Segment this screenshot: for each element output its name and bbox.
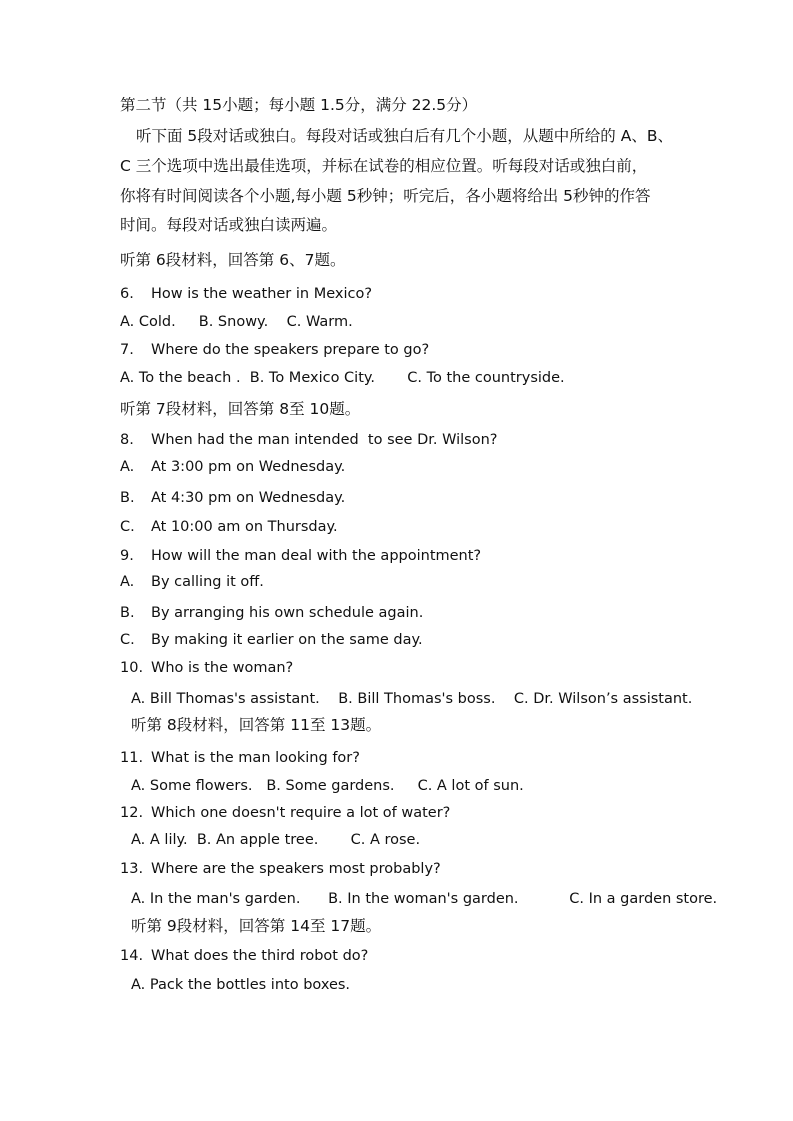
question-9-option-c-label: C. — [120, 632, 135, 648]
question-14-options: A. Pack the bottles into boxes. — [131, 977, 351, 993]
question-11-text: What is the man looking for? — [151, 750, 360, 766]
question-11-options: A. Some flowers. B. Some gardens. C. A lot of sun. — [131, 778, 524, 794]
question-6-text: How is the weather in Mexico? — [151, 286, 373, 302]
question-10-number: 10. — [120, 660, 144, 676]
question-9-number: 9. — [120, 548, 134, 564]
question-6-options: A. Cold. B. Snowy. C. Warm. — [120, 314, 353, 330]
question-9-text: How will the man deal with the appointment? — [151, 548, 482, 564]
group-heading: 听第 9段材料，回答第 14至 17题。 — [131, 917, 382, 935]
instruction-line-1: 听下面 5段对话或独白。每段对话或独白后有几个小题，从题中所给的 A、B、 — [136, 127, 673, 145]
question-7-options: A. To the beach . B. To Mexico City. C. To the countryside. — [120, 370, 565, 386]
question-12-options: A. A lily. B. An apple tree. C. A rose. — [131, 832, 421, 848]
question-8-number: 8. — [120, 432, 134, 448]
group-heading: 听第 7段材料，回答第 8至 10题。 — [120, 400, 361, 418]
question-13-options: A. In the man's garden. B. In the woman's garden. C. In a garden store. — [131, 891, 718, 907]
question-13-text: Where are the speakers most probably? — [151, 861, 441, 877]
question-12-text: Which one doesn't require a lot of water? — [151, 805, 451, 821]
question-8-option-c-label: C. — [120, 519, 135, 535]
question-9-option-b: By arranging his own schedule again. — [151, 605, 424, 621]
group-heading: 听第 6段材料，回答第 6、7题。 — [120, 251, 346, 269]
question-14-number: 14. — [120, 948, 144, 964]
question-9-option-b-label: B. — [120, 605, 135, 621]
question-7-number: 7. — [120, 342, 134, 358]
question-9-option-a-label: A. — [120, 574, 135, 590]
question-8-option-a-label: A. — [120, 459, 135, 475]
question-10-text: Who is the woman? — [151, 660, 294, 676]
question-9-option-a: By calling it off. — [151, 574, 264, 590]
question-9-option-c: By making it earlier on the same day. — [151, 632, 423, 648]
question-12-number: 12. — [120, 805, 144, 821]
instruction-line-3: 你将有时间阅读各个小题,每小题 5秒钟；听完后，各小题将给出 5秒钟的作答 — [120, 187, 651, 205]
question-11-number: 11. — [120, 750, 144, 766]
question-8-option-c: At 10:00 am on Thursday. — [151, 519, 338, 535]
question-10-options: A. Bill Thomas's assistant. B. Bill Thomas's boss. C. Dr. Wilson’s assistant. — [131, 691, 693, 707]
question-8-text: When had the man intended to see Dr. Wilson? — [151, 432, 498, 448]
question-7-text: Where do the speakers prepare to go? — [151, 342, 430, 358]
question-6-number: 6. — [120, 286, 134, 302]
instruction-line-2: C 三个选项中选出最佳选项，并标在试卷的相应位置。听每段对话或独白前， — [120, 157, 648, 175]
question-8-option-b-label: B. — [120, 490, 135, 506]
section-title: 第二节（共 15小题；每小题 1.5分，满分 22.5分） — [120, 96, 478, 114]
question-8-option-a: At 3:00 pm on Wednesday. — [151, 459, 346, 475]
question-14-text: What does the third robot do? — [151, 948, 369, 964]
question-8-option-b: At 4:30 pm on Wednesday. — [151, 490, 346, 506]
instruction-line-4: 时间。每段对话或独白读两遍。 — [120, 216, 338, 234]
group-heading: 听第 8段材料，回答第 11至 13题。 — [131, 716, 382, 734]
question-13-number: 13. — [120, 861, 144, 877]
